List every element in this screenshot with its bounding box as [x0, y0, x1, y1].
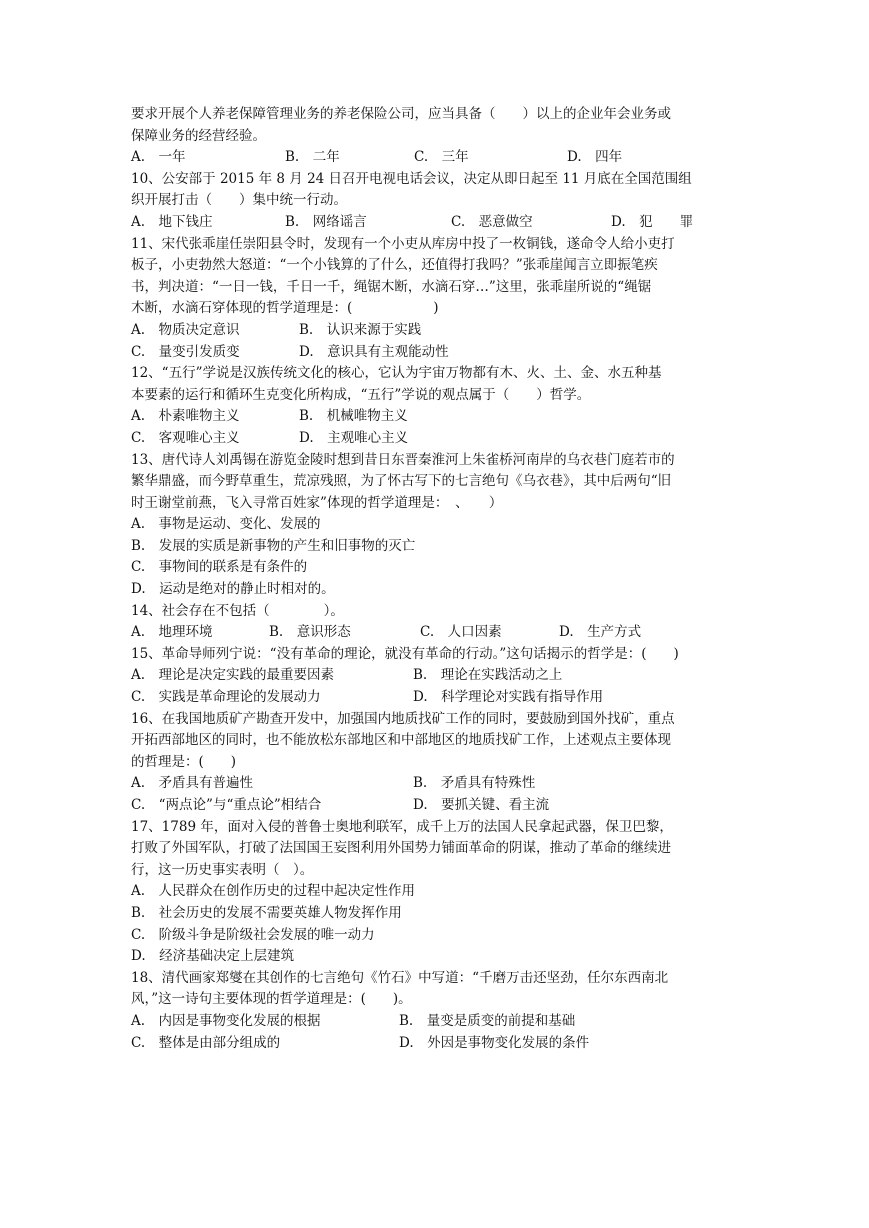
text-line: C. 事物间的联系是有条件的 [131, 559, 308, 576]
answer-option: A. 朴素唯物主义 [131, 408, 240, 425]
text-line: 行，这一历史事实表明（ ）。 [131, 861, 314, 878]
text-line: 17、1789 年，面对入侵的普鲁士奥地利联军，成千上万的法国人民拿起武器，保卫巴黎， [131, 818, 673, 835]
answer-option: D. 犯 罪 [611, 213, 694, 230]
options-row [131, 212, 741, 234]
answer-option: C. 客观唯心主义 [131, 429, 240, 446]
answer-option: B. 认识来源于实践 [299, 321, 422, 338]
answer-option: A. 内因是事物变化发展的根据 [131, 1012, 321, 1029]
text-line: 板子，小吏勃然大怒道：“一个小钱算的了什么，还值得打我吗？”张乖崖闻言立即振笔疾 [131, 257, 658, 274]
options-row [131, 795, 741, 817]
text-line: 木断，水滴石穿体现的哲学道理是：( ) [131, 300, 439, 317]
text-line: 书，判决道：“一日一钱，千日一千，绳锯木断，水滴石穿…”这里，张乖崖所说的“绳锯 [131, 278, 652, 295]
text-line: 13、唐代诗人刘禹锡在游览金陵时想到昔日东晋秦淮河上朱雀桥河南岸的乌衣巷门庭若市的 [131, 451, 675, 468]
text-line: 要求开展个人养老保障管理业务的养老保险公司，应当具备（ ）以上的企业年会业务或 [131, 106, 671, 122]
options-row [131, 687, 741, 709]
answer-option: C. 三年 [414, 149, 469, 166]
answer-option: C. 恶意做空 [451, 213, 533, 230]
text-line: 风，”这一诗句主要体现的哲学道理是：( )。 [131, 991, 412, 1008]
answer-option: A. 物质决定意识 [131, 321, 240, 338]
answer-option: B. 矛盾具有特殊性 [413, 775, 536, 792]
options-row [131, 428, 741, 450]
answer-option: D. 科学理论对实践有指导作用 [413, 689, 604, 706]
text-line: B. 社会历史的发展不需要英雄人物发挥作用 [131, 904, 402, 921]
answer-option: D. 外因是事物变化发展的条件 [399, 1034, 590, 1051]
text-line: D. 经济基础决定上层建筑 [131, 948, 295, 965]
answer-option: B. 机械唯物主义 [299, 408, 408, 425]
answer-option: C. 人口因素 [420, 624, 502, 641]
text-line: 开拓西部地区的同时，也不能放松东部地区和中部地区的地质找矿工作，上述观点主要体现 [131, 732, 671, 749]
text-line: 的哲理是：( ) [131, 753, 237, 770]
answer-option: D. 四年 [567, 149, 623, 166]
answer-option: D. 主观唯心主义 [299, 429, 409, 446]
answer-option: C. 实践是革命理论的发展动力 [131, 689, 321, 706]
answer-option: C. 量变引发质变 [131, 343, 240, 360]
answer-option: C. “两点论”与“重点论”相结合 [131, 797, 322, 813]
options-row [131, 622, 741, 644]
text-line: 织开展打击（ ）集中统一行动。 [131, 192, 347, 209]
options-row [131, 406, 741, 428]
answer-option: A. 一年 [131, 149, 186, 166]
text-line: A. 人民群众在创作历史的过程中起决定性作用 [131, 883, 416, 900]
text-line: C. 阶级斗争是阶级社会发展的唯一动力 [131, 926, 375, 943]
options-row [131, 665, 741, 687]
text-line: 时王谢堂前燕，飞入寻常百姓家”体现的哲学道理是： 、 ） [131, 494, 503, 511]
answer-option: A. 理论是决定实践的最重要因素 [131, 667, 335, 684]
answer-option: D. 要抓关键、看主流 [413, 797, 550, 813]
text-line: D. 运动是绝对的静止时相对的。 [131, 581, 335, 598]
answer-option: D. 意识具有主观能动性 [299, 343, 449, 360]
options-row [131, 1033, 741, 1055]
text-line: 本要素的运行和循环生克变化所构成，“五行”学说的观点属于（ ）哲学。 [131, 386, 591, 403]
options-row [131, 342, 741, 364]
text-line: 10、公安部于 2015 年 8 月 24 日召开电视电话会议，决定从即日起至 11 月底在全国范围组 [131, 170, 692, 187]
text-line: 12、“五行”学说是汉族传统文化的核心，它认为宇宙万物都有木、火、土、金、水五种基 [131, 365, 662, 382]
answer-option: D. 生产方式 [559, 624, 642, 641]
text-line: 11、宋代张乖崖任崇阳县令时，发现有一个小吏从库房中投了一枚铜钱，遂命令人给小吏打 [131, 235, 675, 252]
text-line: 保障业务的经营经验。 [131, 127, 266, 144]
text-line: B. 发展的实质是新事物的产生和旧事物的灭亡 [131, 537, 416, 554]
answer-option: A. 地下钱庄 [131, 213, 213, 230]
text-line: 14、社会存在不包括（ ）。 [131, 602, 344, 619]
answer-option: A. 地理环境 [131, 624, 213, 641]
text-line: A. 事物是运动、变化、发展的 [131, 516, 321, 533]
options-row [131, 773, 741, 795]
text-line: 15、革命导师列宁说：“没有革命的理论，就没有革命的行动。”这句话揭示的哲学是：( ) [131, 645, 679, 662]
text-line: 16、在我国地质矿产勘查开发中，加强国内地质找矿工作的同时，要鼓励到国外找矿，重点 [131, 710, 675, 727]
answer-option: B. 意识形态 [269, 624, 351, 641]
answer-option: A. 矛盾具有普遍性 [131, 775, 254, 792]
answer-option: B. 二年 [285, 149, 340, 166]
options-row [131, 320, 741, 342]
answer-option: B. 理论在实践活动之上 [413, 667, 563, 684]
answer-option: B. 网络谣言 [285, 213, 367, 230]
options-row [131, 147, 741, 169]
text-line: 18、清代画家郑燮在其创作的七言绝句《竹石》中写道：“千磨万击还坚劲，任尔东西南北 [131, 969, 669, 986]
exam-text-body [131, 104, 741, 1054]
text-line: 打败了外国军队，打破了法国国王妄图利用外国势力铺面革命的阴谋，推动了革命的继续进 [131, 840, 671, 857]
text-line: 繁华鼎盛，而今野草重生，荒凉残照，为了怀古写下的七言绝句《乌衣巷》，其中后两句“旧 [131, 473, 672, 490]
answer-option: B. 量变是质变的前提和基础 [399, 1012, 576, 1029]
answer-option: C. 整体是由部分组成的 [131, 1034, 281, 1051]
options-row [131, 1011, 741, 1033]
